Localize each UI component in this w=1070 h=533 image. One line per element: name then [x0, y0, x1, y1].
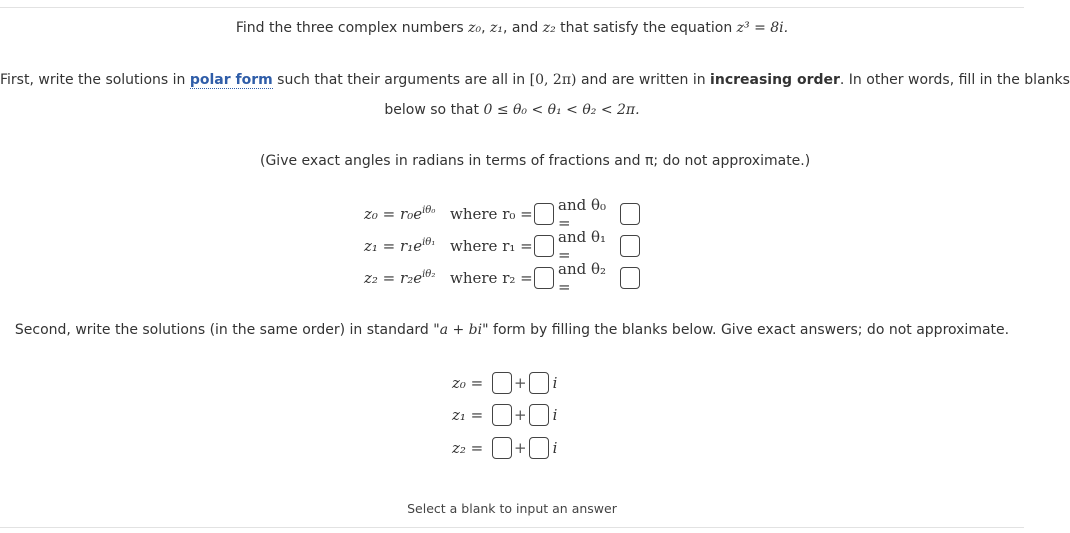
- plus-sign: +: [514, 406, 527, 424]
- standard-lhs: z₂ =: [452, 439, 484, 457]
- standard-row-0: [452, 370, 557, 396]
- instructions-line-2: [0, 102, 1024, 118]
- interval: [0, 2π): [529, 72, 577, 88]
- instr-text-b: such that their arguments are all in: [277, 72, 526, 88]
- polar-row-0: [364, 196, 640, 232]
- plus-sign: +: [514, 439, 527, 457]
- polar-row-1: [364, 228, 640, 264]
- instr-text-c: and are written in: [580, 72, 706, 88]
- z0-symbol: z₀: [468, 20, 482, 36]
- r1-input[interactable]: [534, 235, 554, 257]
- theta0-input[interactable]: [620, 203, 640, 225]
- z2-symbol: z₂: [542, 20, 556, 36]
- inequality: 0 ≤ θ₀ < θ₁ < θ₂ < 2π.: [483, 102, 640, 118]
- header-middle: that satisfy the equation: [560, 20, 733, 36]
- imaginary-unit: i: [552, 406, 558, 424]
- second-text-b: " form by filling the blanks below. Give exact answers; do not approximate.: [482, 322, 1010, 338]
- polar-lhs: $z_0 = r_0e^{i\theta_0}$: [364, 205, 436, 223]
- and-word: and: [511, 20, 539, 36]
- where-label: where r₁ =: [450, 237, 533, 255]
- question-header: Find the three complex numbers z₀, z₁, and z₂ that satisfy the equation z³ = 8i.: [235, 20, 789, 36]
- top-divider: [0, 7, 1024, 8]
- a1-input[interactable]: [492, 404, 512, 426]
- b0-input[interactable]: [529, 372, 549, 394]
- r2-input[interactable]: [534, 267, 554, 289]
- z1-symbol: z₁: [490, 20, 503, 36]
- and-label: and θ₀ =: [558, 196, 607, 232]
- imaginary-unit: i: [552, 374, 558, 392]
- b1-input[interactable]: [529, 404, 549, 426]
- imaginary-unit: i: [552, 439, 558, 457]
- standard-lhs: z₁ =: [452, 406, 484, 424]
- a0-input[interactable]: [492, 372, 512, 394]
- standard-row-2: [452, 435, 557, 461]
- increasing-order: increasing order: [710, 72, 840, 88]
- polar-form-link[interactable]: polar form: [189, 72, 273, 88]
- and-label: and θ₁ =: [558, 228, 607, 264]
- polar-row-2: [364, 260, 640, 296]
- where-label: where r₀ =: [450, 205, 533, 223]
- instructions-line-1: [0, 72, 1070, 88]
- plus-sign: +: [514, 374, 527, 392]
- instr-text-d: . In other words, fill in the blanks: [839, 72, 1070, 88]
- theta2-input[interactable]: [620, 267, 640, 289]
- standard-form: a + bi: [439, 322, 483, 338]
- standard-row-1: [452, 402, 557, 428]
- equation: z³ = 8i.: [736, 20, 789, 36]
- polar-lhs: $z_2 = r_2e^{i\theta_2}$: [364, 269, 436, 287]
- select-blank-message: Select a blank to input an answer: [407, 501, 617, 516]
- header-prefix: Find the three complex numbers: [235, 20, 464, 36]
- second-text-a: Second, write the solutions (in the same order) in standard ": [14, 322, 440, 338]
- bottom-divider: [0, 527, 1024, 528]
- r0-input[interactable]: [534, 203, 554, 225]
- and-label: and θ₂ =: [558, 260, 607, 296]
- theta1-input[interactable]: [620, 235, 640, 257]
- second-instructions: [0, 322, 1024, 338]
- a2-input[interactable]: [492, 437, 512, 459]
- exact-angles-note: (Give exact angles in radians in terms of fractions and π; do not approximate.): [260, 153, 811, 169]
- b2-input[interactable]: [529, 437, 549, 459]
- where-label: where r₂ =: [450, 269, 533, 287]
- standard-lhs: z₀ =: [452, 374, 484, 392]
- instr-text-a: First, write the solutions in: [0, 72, 186, 88]
- instr-text-e: below so that: [384, 102, 480, 118]
- polar-lhs: $z_1 = r_1e^{i\theta_1}$: [364, 237, 436, 255]
